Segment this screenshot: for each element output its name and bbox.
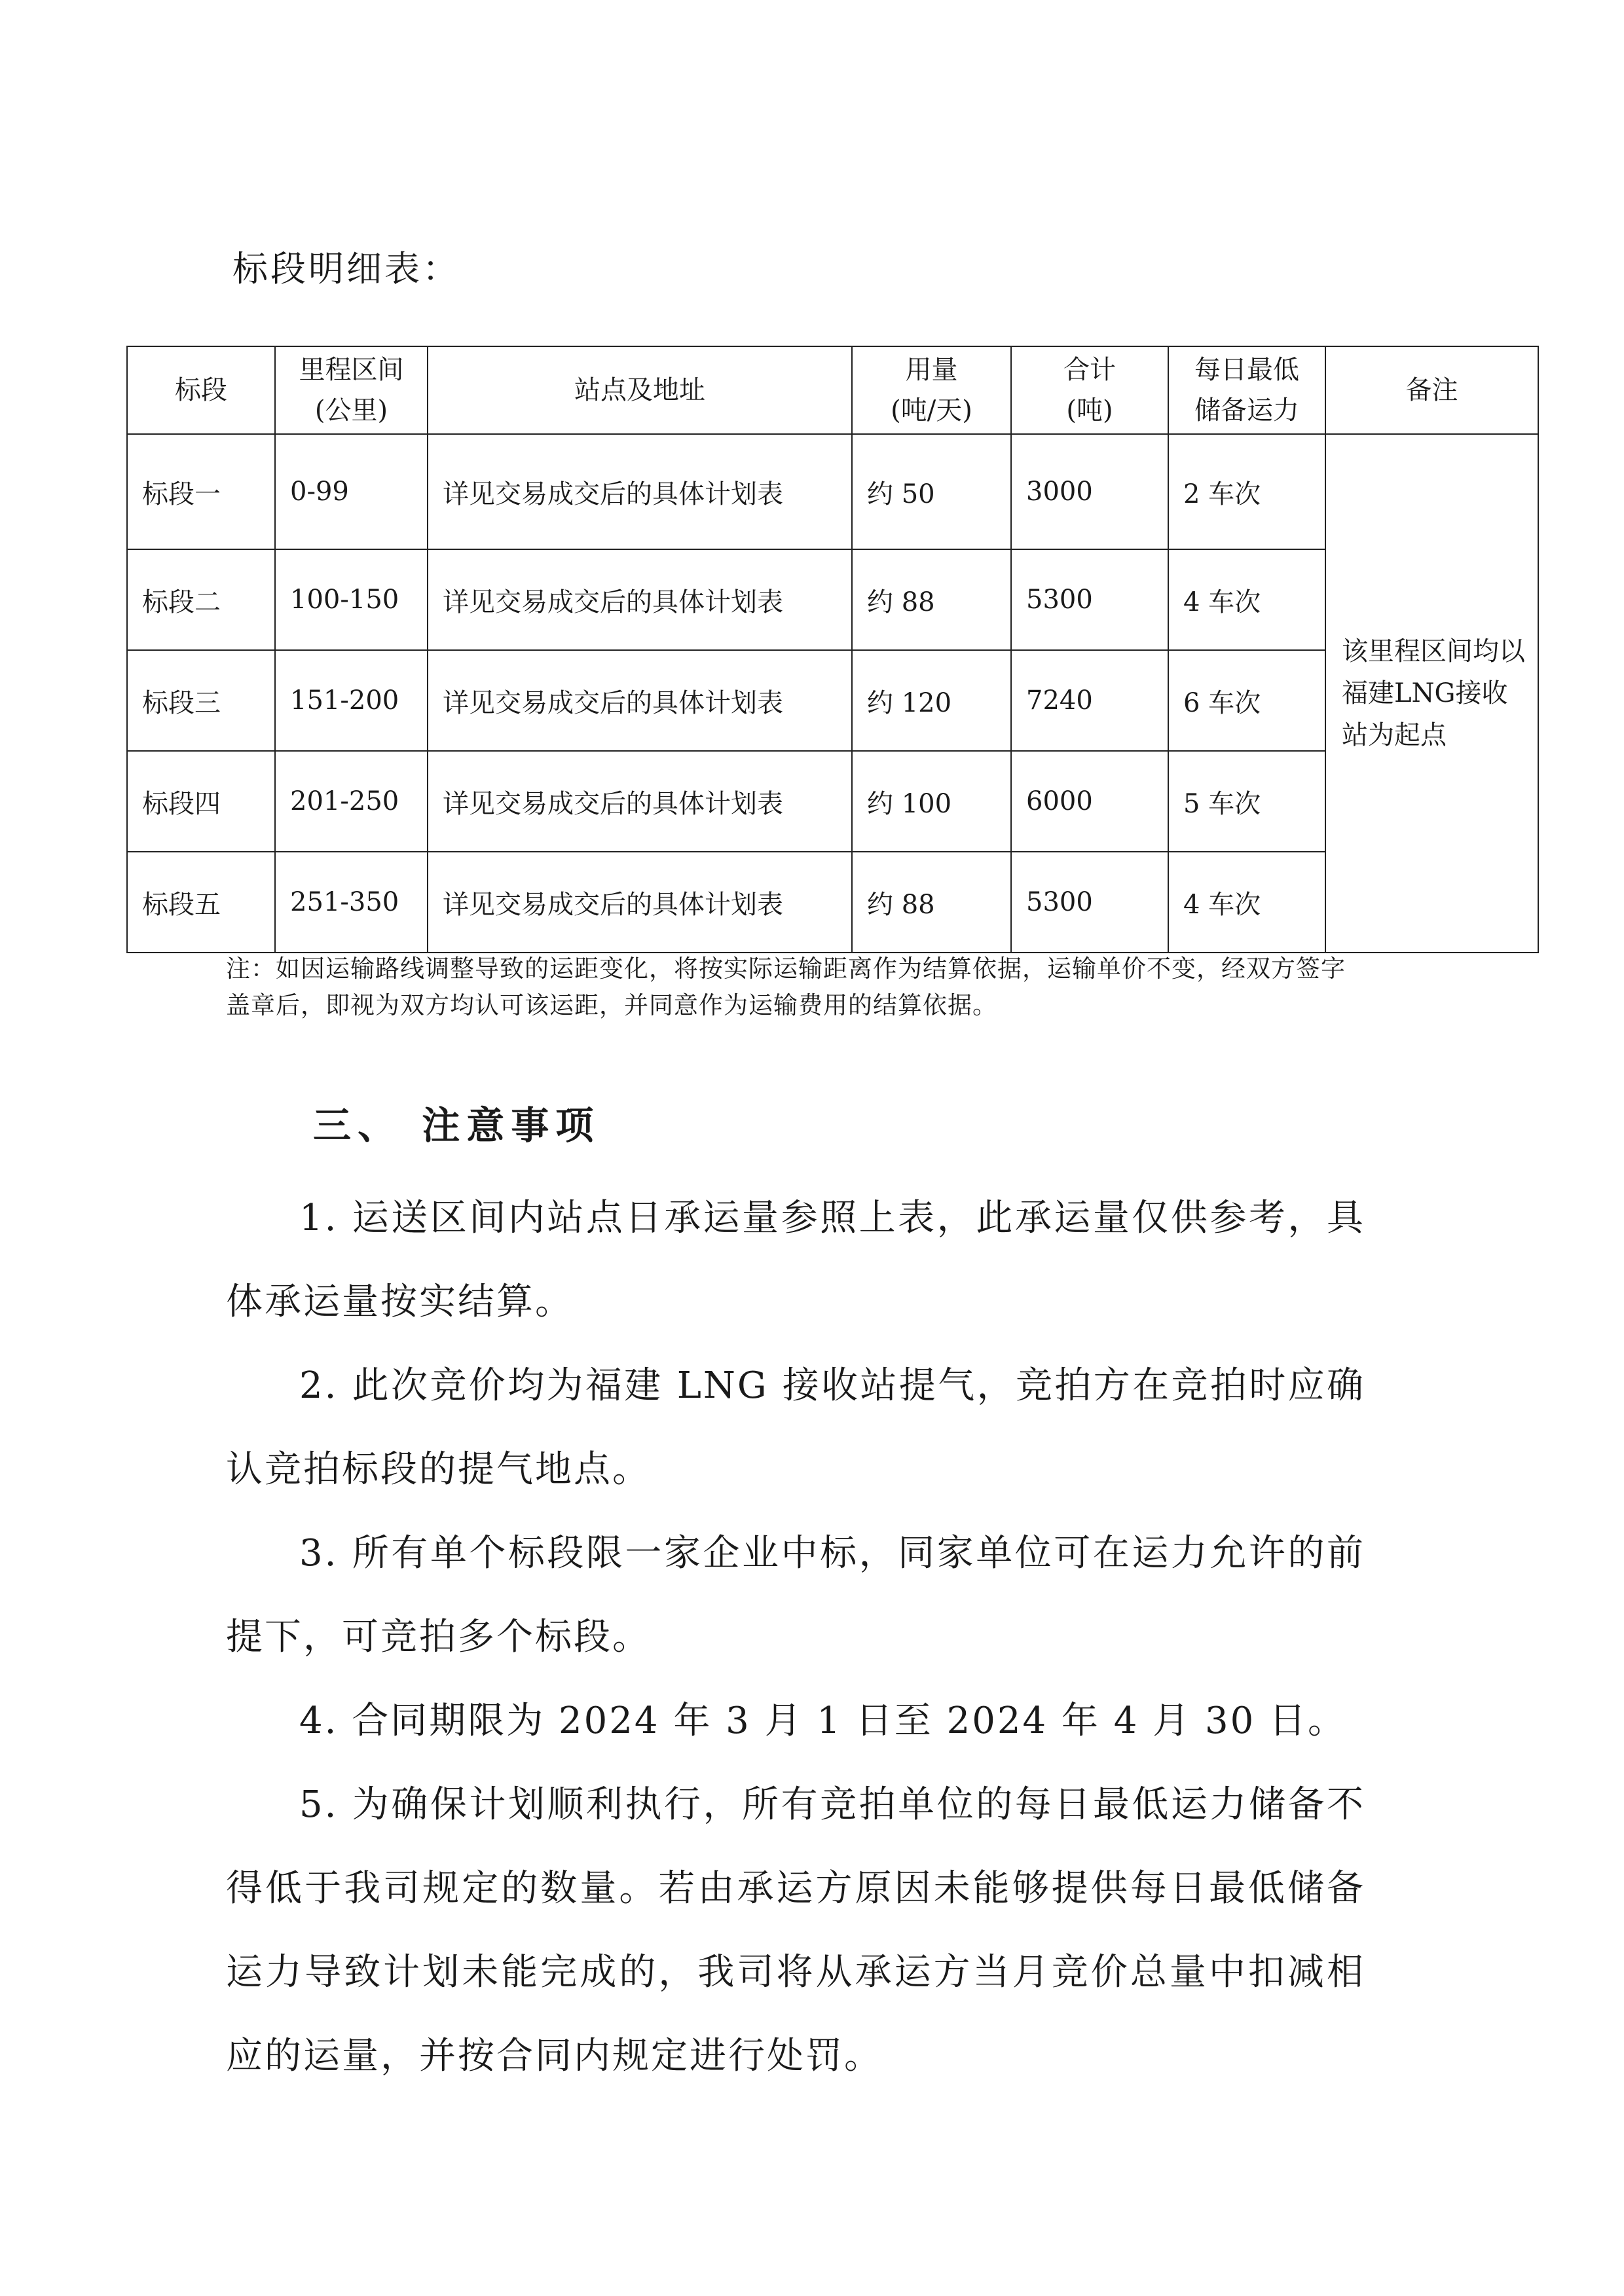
table-footnote: 注：如因运输路线调整导致的运距变化，将按实际运输距离作为结算依据，运输单价不变，经双方签字盖章后，即视为双方均认可该运距，并同意作为运输费用的结算依据。	[226, 955, 1346, 1019]
cell-capacity: 6 车次	[1168, 650, 1325, 751]
table-header-row	[127, 346, 1538, 434]
cell-capacity: 5 车次	[1168, 751, 1325, 852]
cell-range: 201-250	[275, 751, 428, 852]
table-row	[127, 434, 1538, 549]
header-range: 里程区间 (公里)	[275, 346, 428, 434]
cell-total: 5300	[1011, 549, 1168, 650]
header-section: 标段	[127, 346, 275, 434]
header-capacity: 每日最低 储备运力	[1168, 346, 1325, 434]
cell-usage: 约 50	[852, 434, 1011, 549]
cell-range: 100-150	[275, 549, 428, 650]
cell-total: 3000	[1011, 434, 1168, 549]
cell-station: 详见交易成交后的具体计划表	[428, 751, 852, 852]
cell-station: 详见交易成交后的具体计划表	[428, 549, 852, 650]
cell-total: 6000	[1011, 751, 1168, 852]
cell-section: 标段二	[127, 549, 275, 650]
cell-usage: 约 100	[852, 751, 1011, 852]
section-heading: 三、 注意事项	[313, 1103, 600, 1148]
cell-station: 详见交易成交后的具体计划表	[428, 434, 852, 549]
cell-section: 标段四	[127, 751, 275, 852]
cell-section: 标段一	[127, 434, 275, 549]
cell-range: 151-200	[275, 650, 428, 751]
cell-station: 详见交易成交后的具体计划表	[428, 852, 852, 953]
cell-station: 详见交易成交后的具体计划表	[428, 650, 852, 751]
notice-paragraph: 3. 所有单个标段限一家企业中标，同家单位可在运力允许的前提下，可竞拍多个标段。	[226, 1532, 1365, 1658]
header-remark: 备注	[1325, 346, 1538, 434]
cell-total: 5300	[1011, 852, 1168, 953]
cell-section: 标段五	[127, 852, 275, 953]
cell-capacity: 2 车次	[1168, 434, 1325, 549]
section-detail-table	[126, 346, 1539, 953]
cell-total: 7240	[1011, 650, 1168, 751]
cell-range: 251-350	[275, 852, 428, 953]
notice-paragraph: 2. 此次竞价均为福建 LNG 接收站提气，竞拍方在竞拍时应确认竞拍标段的提气地点。	[226, 1364, 1365, 1491]
notice-paragraph: 1. 运送区间内站点日承运量参照上表，此承运量仅供参考，具体承运量按实结算。	[226, 1197, 1365, 1323]
cell-capacity: 4 车次	[1168, 852, 1325, 953]
notice-body	[226, 1176, 1365, 2098]
header-total: 合计 (吨)	[1011, 346, 1168, 434]
cell-range: 0-99	[275, 434, 428, 549]
table-title: 标段明细表：	[232, 248, 460, 289]
cell-remark: 该里程区间均以福建LNG接收站为起点	[1325, 434, 1538, 953]
cell-section: 标段三	[127, 650, 275, 751]
cell-usage: 约 88	[852, 852, 1011, 953]
header-usage: 用量 (吨/天)	[852, 346, 1011, 434]
cell-capacity: 4 车次	[1168, 549, 1325, 650]
cell-usage: 约 120	[852, 650, 1011, 751]
notice-paragraph: 5. 为确保计划顺利执行，所有竞拍单位的每日最低运力储备不得低于我司规定的数量。若由承运方原因未能够提供每日最低储备运力导致计划未能完成的，我司将从承运方当月竞价总量中扣减相应的运量，并按合同内规定进行处罚。	[226, 1783, 1365, 2077]
notice-paragraph: 4. 合同期限为 2024 年 3 月 1 日至 2024 年 4 月 30 日。	[299, 1700, 1347, 1742]
cell-usage: 约 88	[852, 549, 1011, 650]
header-station: 站点及地址	[428, 346, 852, 434]
